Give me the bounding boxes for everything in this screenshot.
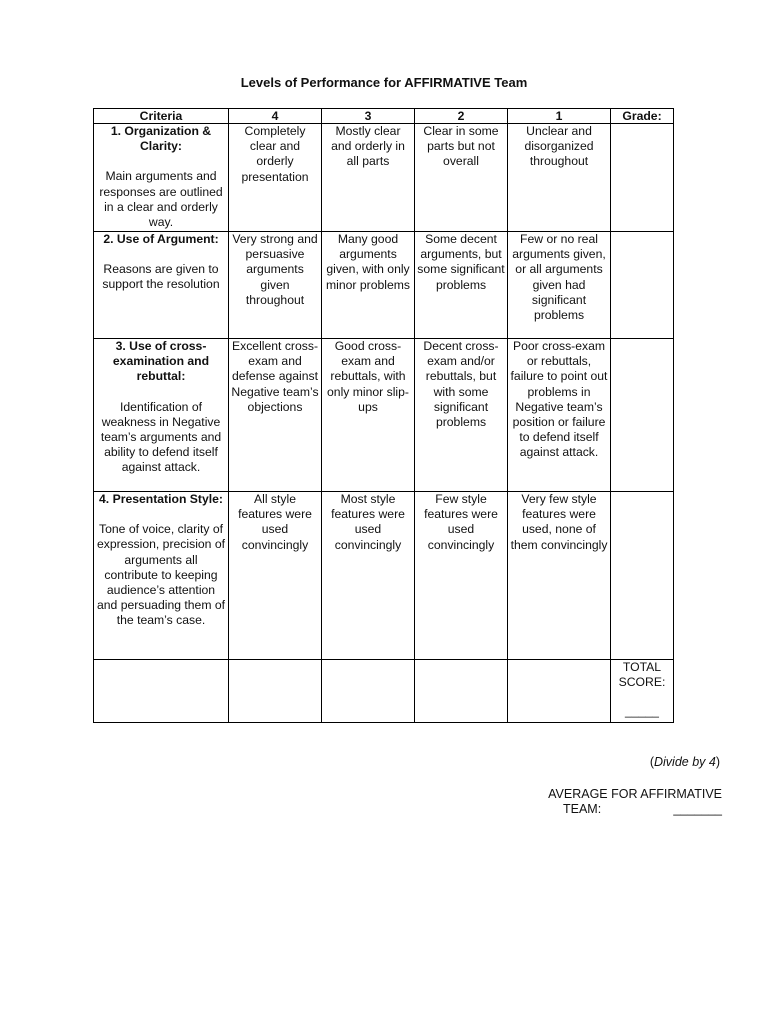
level-3-cell [322,124,415,232]
criteria-cell [94,232,229,339]
level-3-cell [322,492,415,660]
level-4-text: Completely clear and orderly presentation [241,124,309,184]
level-2-cell [415,339,508,492]
level-3-cell [322,232,415,339]
level-1-text: Poor cross-exam or rebuttals, failure to point out problems in Negative team’s position or failure to defend itself against attack. [510,339,608,460]
level-2-text: Decent cross-exam and/or rebuttals, but with some significant problems [423,339,499,430]
criteria-title: 3. Use of cross-examination and rebuttal: [112,339,210,384]
level-4-text: Excellent cross-exam and defense against Negative team’s objections [231,339,319,414]
divide-note [620,755,720,769]
level-4-cell [229,339,322,492]
level-4-text: All style features were used convincingly [238,492,312,552]
level-2-text: Clear in some parts but not overall [423,124,499,169]
average-blank[interactable]: _______ [673,802,722,816]
grade-cell[interactable] [611,492,674,660]
table-row [94,339,674,492]
level-2-cell [415,492,508,660]
average-line2 [520,802,722,817]
page-title: Levels of Performance for AFFIRMATIVE Team [240,75,528,90]
criteria-description: Tone of voice, clarity of expression, precision of arguments all contribute to keeping audience’s attention and persuading them of the team’s case. [96,522,226,628]
level-2-text: Few style features were used convincingly [424,492,498,552]
level-1-text: Unclear and disorganized throughout [524,124,594,169]
level-2-cell [415,124,508,232]
level-4-cell [229,492,322,660]
empty-cell [229,660,322,723]
level-4-cell [229,232,322,339]
level-2-cell [415,232,508,339]
level-3-header: 3 [322,109,415,124]
empty-cell [508,660,611,723]
level-1-cell [508,232,611,339]
level-1-cell [508,124,611,232]
level-1-header: 1 [508,109,611,124]
table-row [94,492,674,660]
criteria-description: Main arguments and responses are outlined in a clear and orderly way. [99,169,223,230]
level-4-header: 4 [229,109,322,124]
level-3-text: Many good arguments given, with only minor problems [326,232,410,292]
level-1-cell [508,492,611,660]
level-2-header: 2 [415,109,508,124]
team-label: TEAM: [563,802,602,816]
criteria-cell [94,124,229,232]
level-2-text: Some decent arguments, but some significant problems [417,232,505,292]
criteria-title: 2. Use of Argument: [103,232,219,246]
rubric-table [93,108,674,723]
total-score-label: TOTAL SCORE: [618,660,666,690]
level-3-text: Mostly clear and orderly in all parts [331,124,405,169]
level-3-text: Most style features were used convincingly [331,492,405,552]
criteria-cell [94,492,229,660]
criteria-cell [94,339,229,492]
table-row [94,124,674,232]
level-4-text: Very strong and persuasive arguments given throughout [232,232,318,307]
criteria-header: Criteria [94,109,229,124]
criteria-description: Identification of weakness in Negative team’s arguments and ability to defend itself against attack. [100,399,222,475]
divide-close-paren: ) [715,755,720,769]
grade-cell[interactable] [611,232,674,339]
table-row [94,232,674,339]
divide-open-paren: ( [649,755,654,769]
total-row [94,660,674,723]
level-4-cell [229,124,322,232]
total-score-cell[interactable] [611,660,674,723]
average-label: AVERAGE FOR AFFIRMATIVE [548,787,722,801]
level-1-text: Few or no real arguments given, or all arguments given had significant problems [512,232,606,323]
level-3-text: Good cross-exam and rebuttals, with only minor slip-ups [327,339,409,414]
divide-label: Divide by 4 [653,755,716,769]
level-1-text: Very few style features were used, none of them convincingly [510,492,608,552]
criteria-title: 4. Presentation Style: [99,492,223,506]
grade-header: Grade: [611,109,674,124]
grade-cell[interactable] [611,339,674,492]
level-3-cell [322,339,415,492]
empty-cell [322,660,415,723]
criteria-description: Reasons are given to support the resolution [102,262,220,292]
level-1-cell [508,339,611,492]
empty-cell [94,660,229,723]
average-section [520,787,722,817]
criteria-title: 1. Organization & Clarity: [110,124,212,154]
total-score-blank[interactable]: _____ [625,704,659,719]
grade-cell[interactable] [611,124,674,232]
empty-cell [415,660,508,723]
header-row [94,109,674,124]
